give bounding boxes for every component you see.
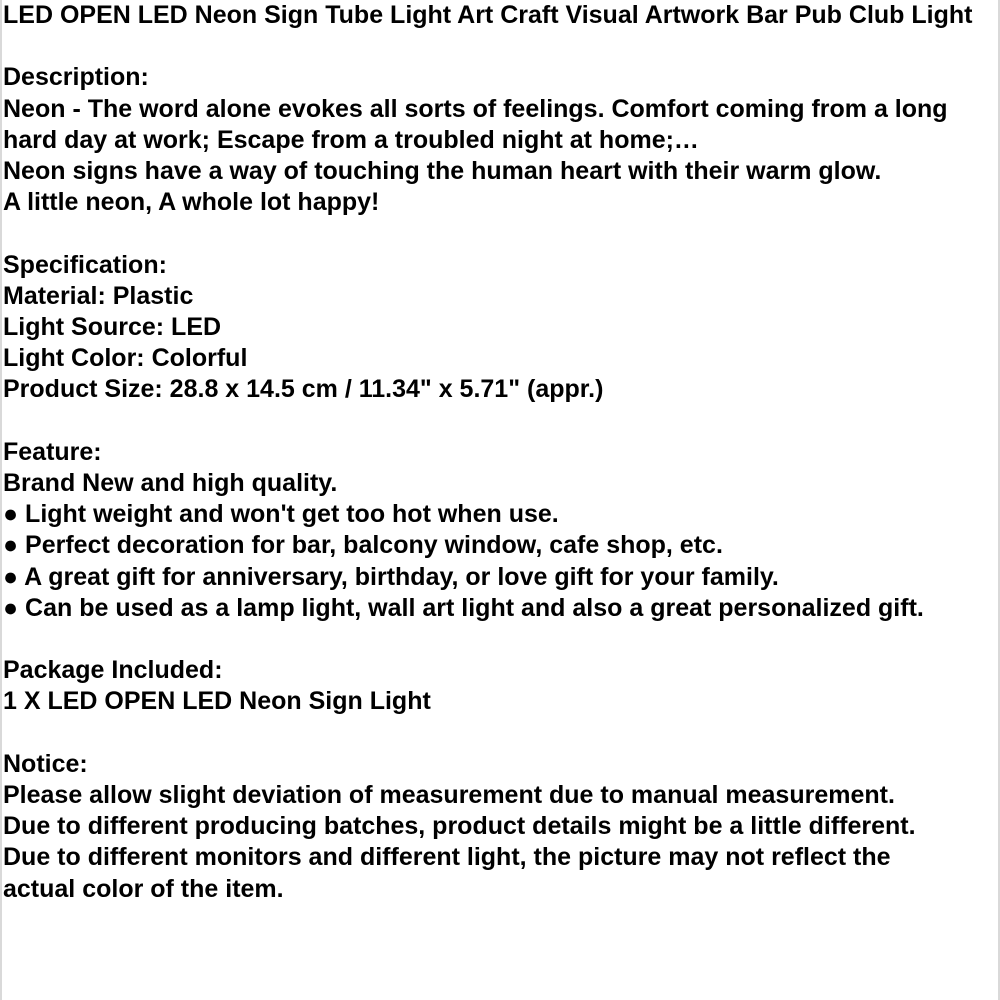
- feature-line: Brand New and high quality.: [3, 469, 338, 497]
- section-package-included: [3, 655, 997, 717]
- description-line: hard day at work; Escape from a troubled night at home;…: [3, 125, 699, 154]
- section-specification: [3, 250, 997, 406]
- product-title-block: [3, 0, 997, 31]
- description-content: [3, 0, 997, 905]
- description-line: A little neon, A whole lot happy!: [3, 188, 380, 217]
- spec-line-light-color: Light Color: Colorful: [3, 344, 248, 373]
- section-notice: [3, 749, 997, 905]
- section-heading: Feature:: [3, 437, 102, 466]
- feature-bullet-line: ● Can be used as a lamp light, wall art light and also a great personalized gift.: [3, 593, 924, 622]
- spec-line-material: Material: Plastic: [3, 281, 194, 310]
- section-description: [3, 62, 997, 218]
- section-heading: Specification:: [3, 250, 167, 279]
- package-line: 1 X LED OPEN LED Neon Sign Light: [3, 687, 431, 716]
- notice-line: Please allow slight deviation of measurement due to manual measurement.: [3, 781, 895, 809]
- spec-line-light-source: Light Source: LED: [3, 313, 222, 341]
- product-title: LED OPEN LED Neon Sign Tube Light Art Craft Visual Artwork Bar Pub Club Light: [3, 1, 973, 29]
- spec-line-product-size: Product Size: 28.8 x 14.5 cm / 11.34" x 5.71" (appr.): [3, 375, 604, 404]
- notice-line: actual color of the item.: [3, 874, 284, 903]
- notice-line: Due to different producing batches, product details might be a little different.: [3, 812, 916, 841]
- section-heading: Package Included:: [3, 656, 223, 685]
- feature-bullet-line: ● Perfect decoration for bar, balcony window, cafe shop, etc.: [3, 531, 723, 560]
- section-heading: Notice:: [3, 749, 88, 778]
- section-feature: [3, 437, 997, 624]
- description-line: Neon signs have a way of touching the human heart with their warm glow.: [3, 157, 882, 185]
- left-edge-line: [0, 0, 2, 1000]
- description-line: Neon - The word alone evokes all sorts of feelings. Comfort coming from a long: [3, 94, 948, 123]
- feature-bullet-line: ● A great gift for anniversary, birthday, or love gift for your family.: [3, 562, 779, 591]
- feature-bullet-line: ● Light weight and won't get too hot when use.: [3, 500, 559, 529]
- notice-line: Due to different monitors and different light, the picture may not reflect the: [3, 843, 891, 872]
- section-heading: Description:: [3, 63, 149, 92]
